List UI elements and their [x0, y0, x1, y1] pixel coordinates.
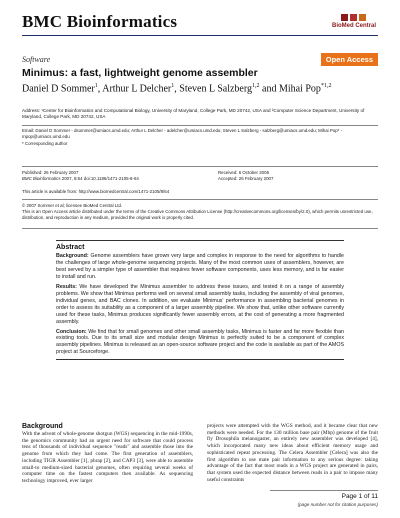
author-name: Mihai Pop	[278, 83, 321, 95]
body-column-right	[207, 423, 378, 483]
page-number: Page 1 of 11	[341, 493, 378, 500]
biomed-central-logo-icon	[341, 13, 367, 22]
accepted-date: Accepted: 26 February 2007	[218, 176, 274, 182]
author-affiliation-mark: 1	[94, 83, 98, 89]
open-access-badge: Open Access	[321, 53, 378, 66]
article-title: Minimus: a fast, lightweight genome assembler	[22, 67, 258, 79]
email-list: Email: Daniel D Sommer - dsommer@umiacs.umd.edu; Arthur L Delcher - adelcher@umiacs.umd.edu; Steven L Salzberg - salzberg@umiacs.umd.edu; Mihai Pop* - mpop@umiacs.umd.edu	[22, 128, 343, 140]
abstract-conclusion: Conclusion: We find that for small genomes and other small assembly tasks, Minimus is faster and far more flexible than existing tools. Due to its small size and modular design Minimus is perfectly suited to be a component of complex assembly pipelines. Minimus is released as an open-source software project and the code is available as part of the AMOS project at Sourceforge.	[56, 328, 344, 356]
corresponding-author-note: * Corresponding author	[22, 140, 68, 146]
abstract	[56, 240, 344, 360]
url-divider	[22, 199, 378, 200]
abstract-results: Results: We have developed the Minimus assembler to address these issues, and tested it on a range of assembly problems. We show that Minimus performs well on several small assembly tasks, including the assembly of viral genomes, individual genes, and BAC clones. In addition, we evaluate Minimus' performance in assembling bacterial genomes in order to assess its suitability as a component of a larger assembly pipeline. We show that, unlike other software currently used for these tasks, Minimus produces significantly fewer assembly errors, at the cost of generating a more fragmented assembly.	[56, 283, 344, 325]
article-url[interactable]: This article is available from: http://www.biomedcentral.com/1471-2105/8/64	[22, 189, 170, 194]
publication-info	[22, 170, 222, 183]
header-rule	[22, 35, 378, 36]
review-dates	[218, 170, 378, 183]
author-name: Steven L Salzberg	[179, 83, 253, 95]
license-divider	[22, 228, 378, 229]
citation-journal: BMC Bioinformatics	[22, 176, 61, 182]
abstract-background: Background: Genome assemblers have grown very large and complex in response to the need for algorithms to handle the challenges of large whole-genome sequencing projects. Many of the most common uses of assemblers, however, are best served by a simpler type of assembler that requires fewer software components, uses less memory, and is far easier to install and run.	[56, 253, 344, 280]
license-text: This is an Open Access article distributed under the terms of the Creative Commons Attribution License (http://creativecommons.org/licenses/by/2.0), which permits unrestricted use, distribution, and reproduction in any medium, provided the original work is properly cited.	[22, 209, 373, 221]
published-date: Published: 26 February 2007	[22, 170, 79, 175]
author-emails	[22, 128, 378, 147]
footer-rule	[270, 490, 378, 491]
affiliations: Address: ¹Center for Bioinformatics and Computational Biology, University of Maryland, College Park, MD 20742, USA and ²Computer Science Department, University of Maryland, College Park, MD 20742, USA	[22, 108, 365, 120]
author-name: Arthur L Delcher	[102, 83, 172, 95]
email-divider	[22, 166, 378, 167]
citation	[22, 176, 222, 182]
received-date: Received: 6 October 2006	[218, 170, 270, 175]
abstract-heading: Abstract	[56, 244, 85, 251]
author-affiliation-mark: *1,2	[320, 83, 332, 89]
abstract-top-rule	[56, 240, 344, 241]
author-affiliation-mark: 1	[171, 83, 175, 89]
affiliation-divider	[22, 125, 378, 126]
author-list: Daniel D Sommer$^1$, Arthur L Delcher$^1$, Steven L Salzberg$^{1,2}$ and Mihai Pop$^{*1,2}$	[22, 83, 332, 95]
copyright-line: © 2007 Sommer et al; licensee BioMed Central Ltd.	[22, 203, 123, 208]
citation-details: 2007, 8:64 doi:10.1186/1471-2105-8-64	[60, 176, 139, 182]
license-block	[22, 203, 378, 222]
page-number-note: (page number not for citation purposes)	[297, 502, 378, 507]
article-section: Software	[22, 55, 51, 64]
publisher-name: BioMed Central	[331, 23, 376, 29]
background-heading: Background	[22, 423, 63, 430]
abstract-bottom-rule	[56, 359, 344, 360]
journal-title: BMC Bioinformatics	[22, 12, 178, 31]
author-affiliation-mark: 1,2	[252, 83, 260, 89]
background-paragraph-continued: projects were attempted with the WGS method, and it became clear that new methods were needed. For the 130 million base pair (Mbp) genome of the fruit fly Drosophila melanogaster, an entirely new assembler was developed [4], which incorporated many new ideas about efficient memory usage and sophisticated repeat processing. The Celera Assembler [Celera] was also the first algorithm to use mate pair information to any serious degree: taking advantage of the fact that most reads in a WGS project are generated in pairs, that system used the expected distance between reads in a pair to impose many useful constraints	[207, 423, 378, 483]
body-column-left	[22, 423, 193, 485]
author-name: Daniel D Sommer	[22, 83, 95, 95]
publisher-logo	[332, 13, 376, 29]
background-paragraph: With the advent of whole-genome shotgun (WGS) sequencing in the mid-1990s, the genomics community had an urgent need for software that could process tens of thousands of individual sequence "reads" and assemble those into the genome from which they had come. The first generation of assemblers, including TIGR Assembler [1], phrap [2], and CAP3 [3], were able to assemble small-to medium-sized bacterial genomes, often requiring several weeks of computer time on the fastest computers then available. As sequencing technology improved, ever larger	[22, 431, 193, 484]
